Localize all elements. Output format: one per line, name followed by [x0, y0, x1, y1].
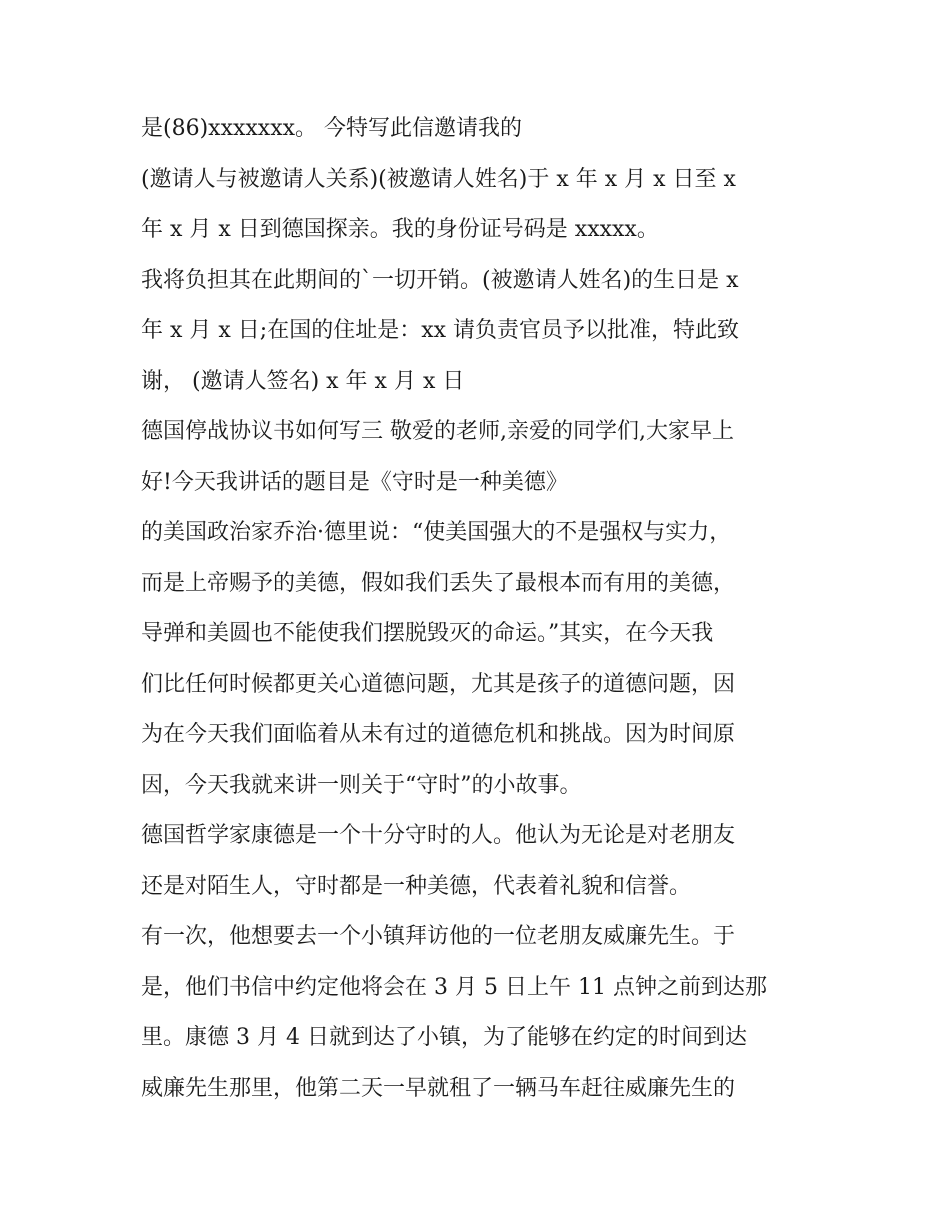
text-line: 因，今天我就来讲一则关于“守时”的小故事。	[141, 772, 582, 798]
text-line: 谢， (邀请人签名) x 年 x 月 x 日	[141, 368, 465, 394]
text-line: 们比任何时候都更关心道德问题，尤其是孩子的道德问题，因	[141, 671, 736, 697]
text-line: 的美国政治家乔治·德里说：“使美国强大的不是强权与实力，	[141, 520, 732, 545]
text-line: 我将负担其在此期间的`一切开销。(被邀请人姓名)的生日是 x	[141, 267, 739, 293]
text-line: 里。康德 3 月 4 日就到达了小镇，为了能够在约定的时间到达	[141, 1025, 747, 1050]
text-line: 而是上帝赐予的美德，假如我们丢失了最根本而有用的美德，	[141, 570, 736, 596]
text-line: 德国哲学家康德是一个十分守时的人。他认为无论是对老朋友	[141, 823, 736, 848]
text-line: 威廉先生那里，他第二天一早就租了一辆马车赶往威廉先生的	[141, 1075, 736, 1101]
text-line: 还是对陌生人，守时都是一种美德，代表着礼貌和信誉。	[141, 873, 692, 899]
text-line: 年 x 月 x 日;在国的住址是：xx 请负责官员予以批准，特此致	[141, 318, 740, 343]
text-line: 德国停战协议书如何写三 敬爱的老师,亲爱的同学们,大家早上	[141, 419, 734, 444]
text-line: (邀请人与被邀请人关系)(被邀请人姓名)于 x 年 x 月 x 日至 x	[141, 166, 736, 192]
text-line: 为在今天我们面临着从未有过的道德危机和挑战。因为时间原	[141, 722, 736, 747]
text-line: 是，他们书信中约定他将会在 3 月 5 日上午 11 点钟之前到达那	[141, 974, 767, 1000]
text-line: 年 x 月 x 日到德国探亲。我的身份证号码是 xxxxx。	[141, 217, 659, 242]
text-line: 好!今天我讲话的题目是《守时是一种美德》	[141, 469, 568, 495]
text-line: 有一次，他想要去一个小镇拜访他的一位老朋友威廉先生。于	[141, 924, 736, 949]
text-line: 导弹和美圆也不能使我们摆脱毁灭的命运。”其实，在今天我	[141, 621, 714, 646]
text-line: 是(86)xxxxxxx。 今特写此信邀请我的	[141, 116, 523, 141]
body-text	[141, 104, 821, 1114]
